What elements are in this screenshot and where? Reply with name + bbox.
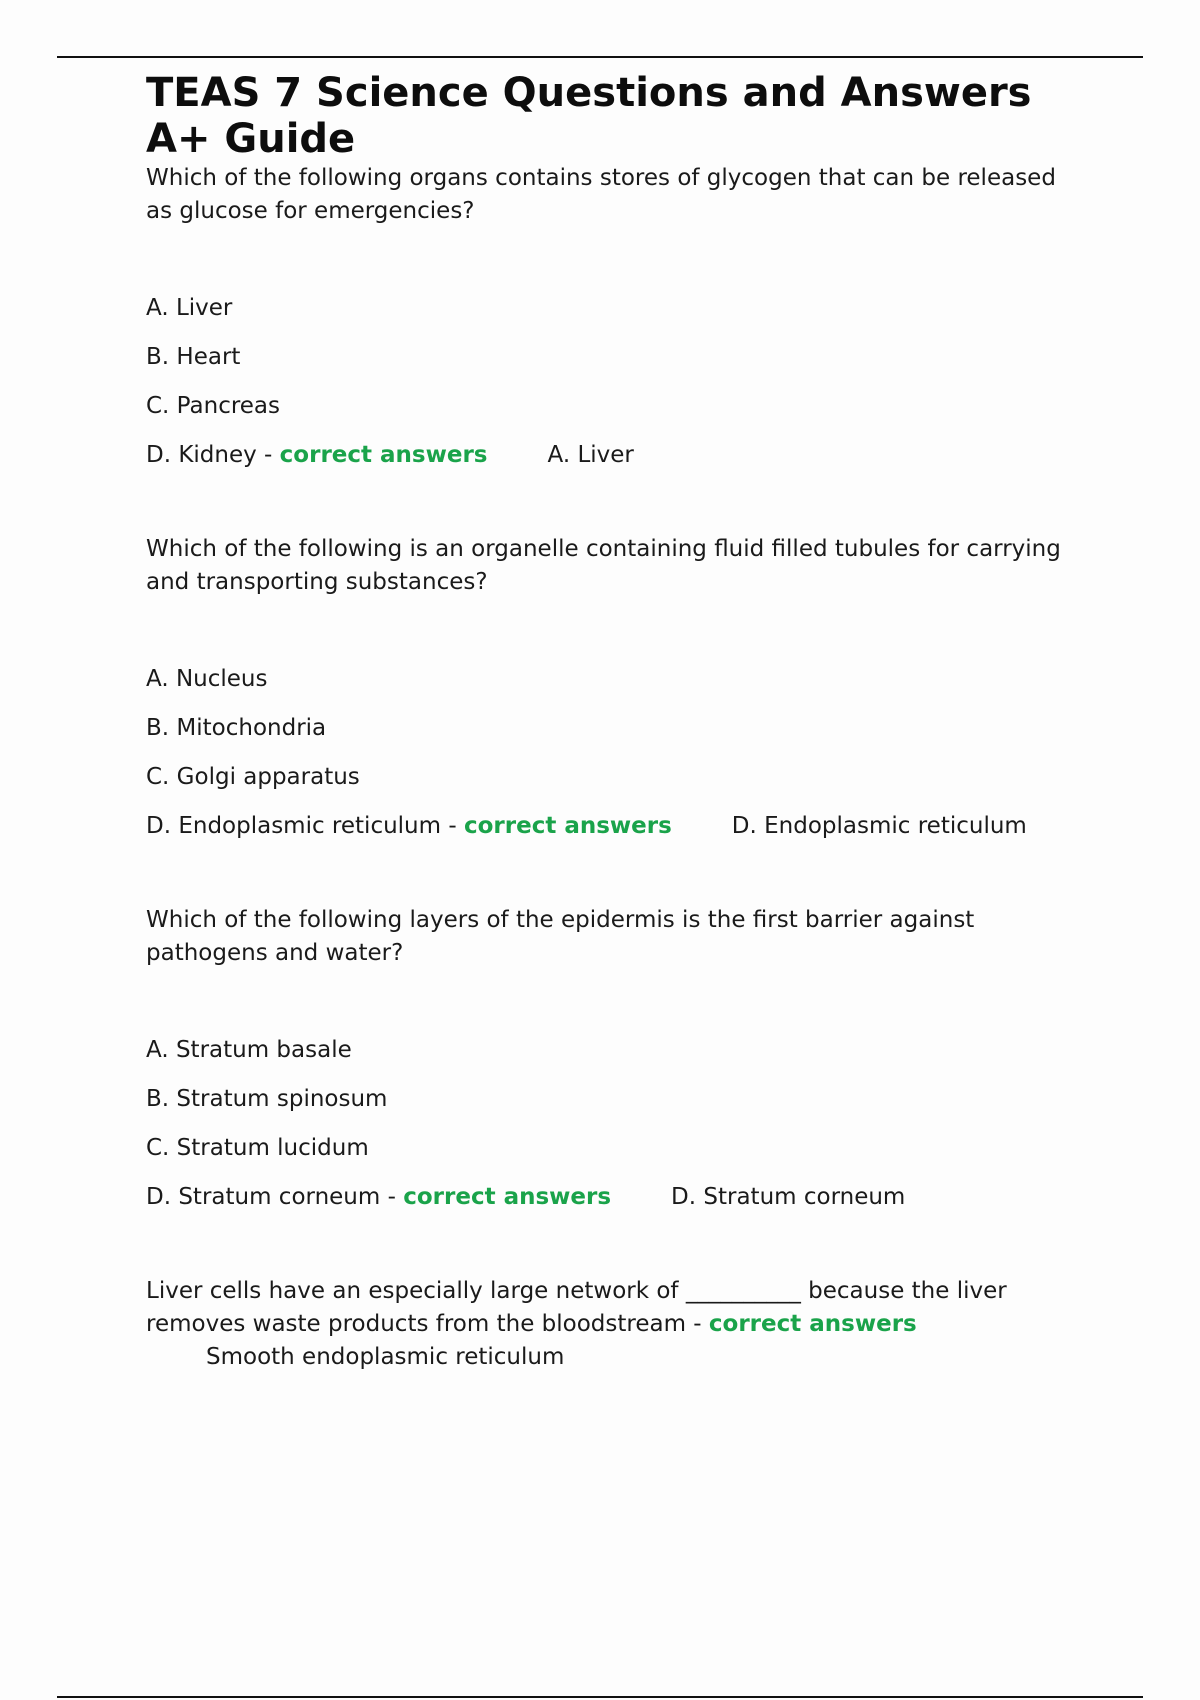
option-a: A. Stratum basale [146, 1037, 352, 1063]
correct-answers-label: correct answers [279, 442, 488, 468]
option-list [146, 292, 1086, 472]
question-block-2 [146, 533, 1086, 843]
answer-value: A. Liver [547, 442, 634, 468]
option-d-with-answer [146, 439, 1086, 472]
separator: - [380, 1184, 404, 1210]
option-b: B. Mitochondria [146, 715, 327, 741]
separator: - [256, 442, 280, 468]
correct-answers-label: correct answers [708, 1311, 917, 1337]
option-list [146, 663, 1086, 843]
correct-answers-label: correct answers [403, 1184, 612, 1210]
option-c: C. Stratum lucidum [146, 1135, 369, 1161]
option-list [146, 1034, 1086, 1214]
option-c: C. Pancreas [146, 393, 281, 419]
correct-answers-label: correct answers [463, 813, 672, 839]
option-c: C. Golgi apparatus [146, 764, 360, 790]
option-d: D. Kidney [146, 442, 257, 468]
option-b: B. Stratum spinosum [146, 1086, 388, 1112]
document-title: TEAS 7 Science Questions and Answers A+ Guide [146, 70, 1032, 162]
question-text-with-answer [146, 1275, 1086, 1374]
question-text: Liver cells have an especially large network of __________ because the liver removes waste products from the bloodstream [146, 1278, 1007, 1337]
top-divider [57, 56, 1143, 58]
question-text: Which of the following layers of the epidermis is the first barrier against pathogens and water? [146, 907, 975, 966]
separator: - [685, 1311, 709, 1337]
document-page [146, 70, 1086, 1374]
answer-value: Smooth endoplasmic reticulum [206, 1344, 565, 1370]
question-block-3 [146, 904, 1086, 1214]
option-a: A. Liver [146, 295, 233, 321]
option-d: D. Endoplasmic reticulum [146, 813, 442, 839]
option-b: B. Heart [146, 344, 241, 370]
option-d-with-answer [146, 810, 1086, 843]
option-a: A. Nucleus [146, 666, 268, 692]
question-block-4 [146, 1275, 1086, 1374]
bottom-divider [57, 1696, 1143, 1698]
separator: - [441, 813, 464, 839]
answer-value: D. Stratum corneum [671, 1184, 906, 1210]
option-d-with-answer [146, 1181, 1086, 1214]
question-text: Which of the following is an organelle containing fluid filled tubules for carrying and transporting substances? [146, 536, 1061, 595]
question-text: Which of the following organs contains stores of glycogen that can be released as glucose for emergencies? [146, 165, 1056, 224]
option-d: D. Stratum corneum [146, 1184, 381, 1210]
question-block-1 [146, 162, 1086, 472]
answer-value: D. Endoplasmic reticulum [731, 813, 1027, 839]
